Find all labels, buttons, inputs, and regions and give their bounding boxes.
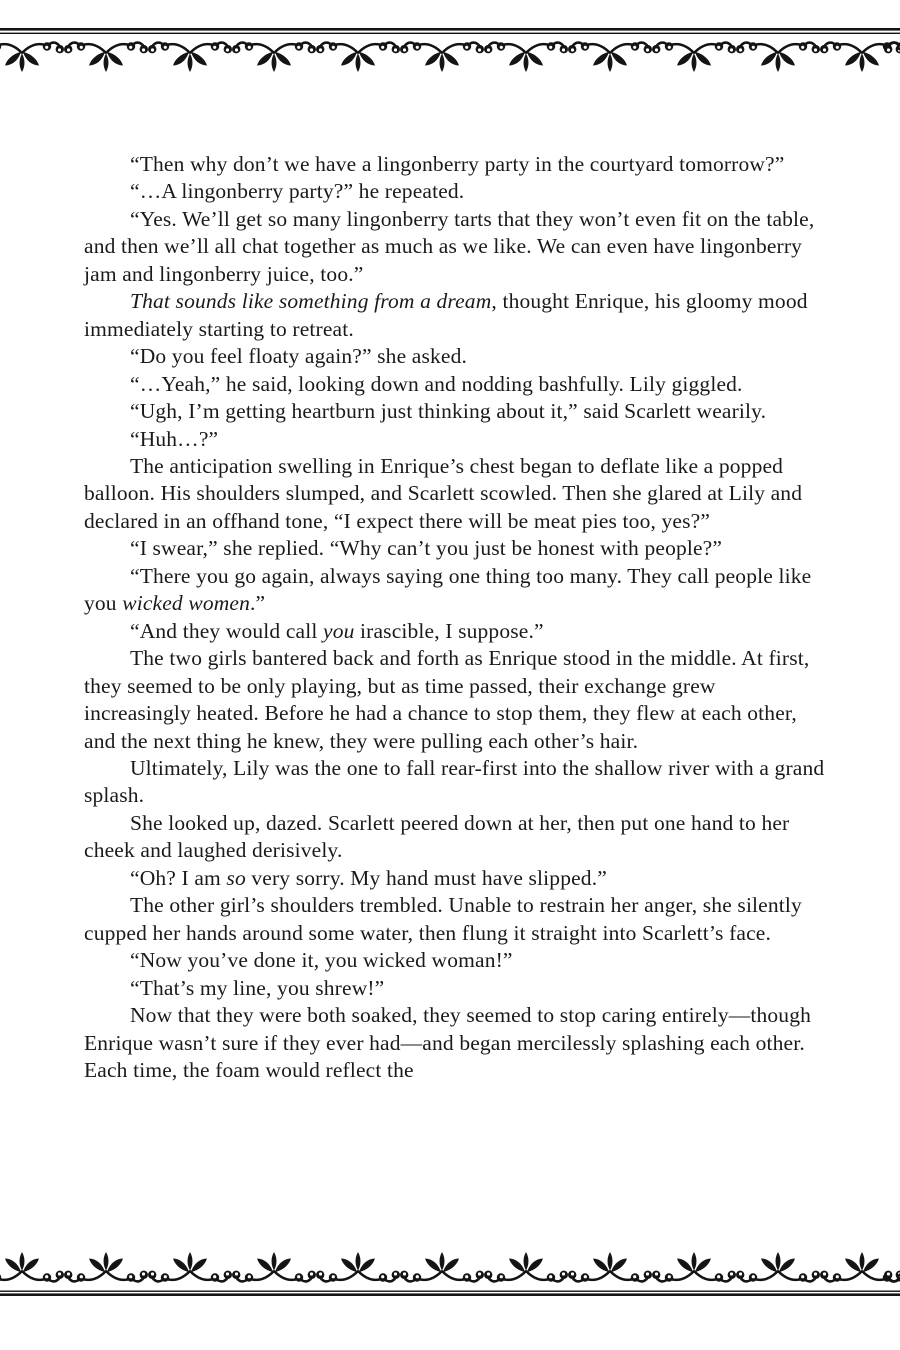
paragraph <box>84 865 826 892</box>
italic-text-segment: That sounds like something from a dream <box>130 289 492 314</box>
paragraph <box>84 947 826 974</box>
italic-text-segment: so <box>226 865 246 890</box>
paragraph <box>84 645 826 755</box>
text-segment: “…Yeah,” he said, looking down and nodding bashfully. Lily giggled. <box>130 371 743 396</box>
paragraph <box>84 892 826 947</box>
text-segment: “Yes. We’ll get so many lingonberry tarts that they won’t even fit on the table, and then we’ll all chat together as much as we like. We can even have lingonberry jam and lingonberry juice, too.” <box>84 206 815 286</box>
paragraph <box>84 755 826 810</box>
text-segment: “There you go again, always saying one thing too many. They call people like you <box>84 563 812 616</box>
text-segment: irascible, I suppose.” <box>354 618 544 643</box>
top-border-ornament-icon <box>0 28 900 74</box>
paragraph <box>84 151 826 178</box>
paragraph <box>84 288 826 343</box>
text-segment: “Then why don’t we have a lingonberry party in the courtyard tomorrow?” <box>130 152 785 176</box>
text-segment: “I swear,” she replied. “Why can’t you just be honest with people?” <box>130 536 723 561</box>
page-text <box>84 151 826 1084</box>
paragraph <box>84 535 826 562</box>
paragraph <box>84 426 826 453</box>
paragraph <box>84 398 826 425</box>
text-segment: The two girls bantered back and forth as Enrique stood in the middle. At first, they seemed to be only playing, but as time passed, their exchange grew increasingly heated. Before he had a chance to stop them, they flew at each other, and the next thing he knew, they were pulling each other’s hair. <box>84 646 810 753</box>
text-segment: very sorry. My hand must have slipped.” <box>245 865 607 890</box>
text-segment: She looked up, dazed. Scarlett peered down at her, then put one hand to her cheek and laughed derisively. <box>84 810 790 863</box>
paragraph <box>84 206 826 288</box>
text-segment: “That’s my line, you shrew!” <box>130 975 385 1000</box>
text-segment: “Ugh, I’m getting heartburn just thinking about it,” said Scarlett wearily. <box>130 399 767 424</box>
paragraph <box>84 371 826 398</box>
paragraph <box>84 343 826 370</box>
italic-text-segment: you <box>323 618 355 643</box>
paragraph <box>84 975 826 1002</box>
text-segment: The anticipation swelling in Enrique’s chest began to deflate like a popped balloon. His shoulders slumped, and Scarlett scowled. Then she glared at Lily and declared in an offhand tone, “I expect there will be meat pies too, yes?” <box>84 453 803 533</box>
text-segment: Ultimately, Lily was the one to fall rear-first into the shallow river with a grand splash. <box>84 755 825 808</box>
italic-text-segment: wicked women <box>122 591 251 616</box>
text-segment: The other girl’s shoulders trembled. Unable to restrain her anger, she silently cupped her hands around some water, then flung it straight into Scarlett’s face. <box>84 893 802 945</box>
text-segment: Now that they were both soaked, they seemed to stop caring entirely—though Enrique wasn’t sure if they ever had—and began mercilessly splashing each other. Each time, the foam would reflect the <box>84 1003 812 1082</box>
paragraph <box>84 810 826 865</box>
text-segment: “Oh? I am <box>130 865 227 890</box>
text-segment: , thought Enrique, his gloomy mood immediately starting to retreat. <box>84 289 808 341</box>
paragraph <box>84 1002 826 1084</box>
text-segment: .” <box>250 591 266 616</box>
text-segment: “And they would call <box>130 618 324 643</box>
paragraph <box>84 453 826 535</box>
bottom-border-ornament-icon <box>0 1250 900 1296</box>
paragraph <box>84 618 826 645</box>
paragraph <box>84 178 826 205</box>
text-segment: “Huh…?” <box>130 426 219 451</box>
text-segment: “Now you’ve done it, you wicked woman!” <box>130 948 513 973</box>
paragraph <box>84 563 826 618</box>
text-segment: “Do you feel floaty again?” she asked. <box>130 344 468 369</box>
text-segment: “…A lingonberry party?” he repeated. <box>130 179 465 204</box>
